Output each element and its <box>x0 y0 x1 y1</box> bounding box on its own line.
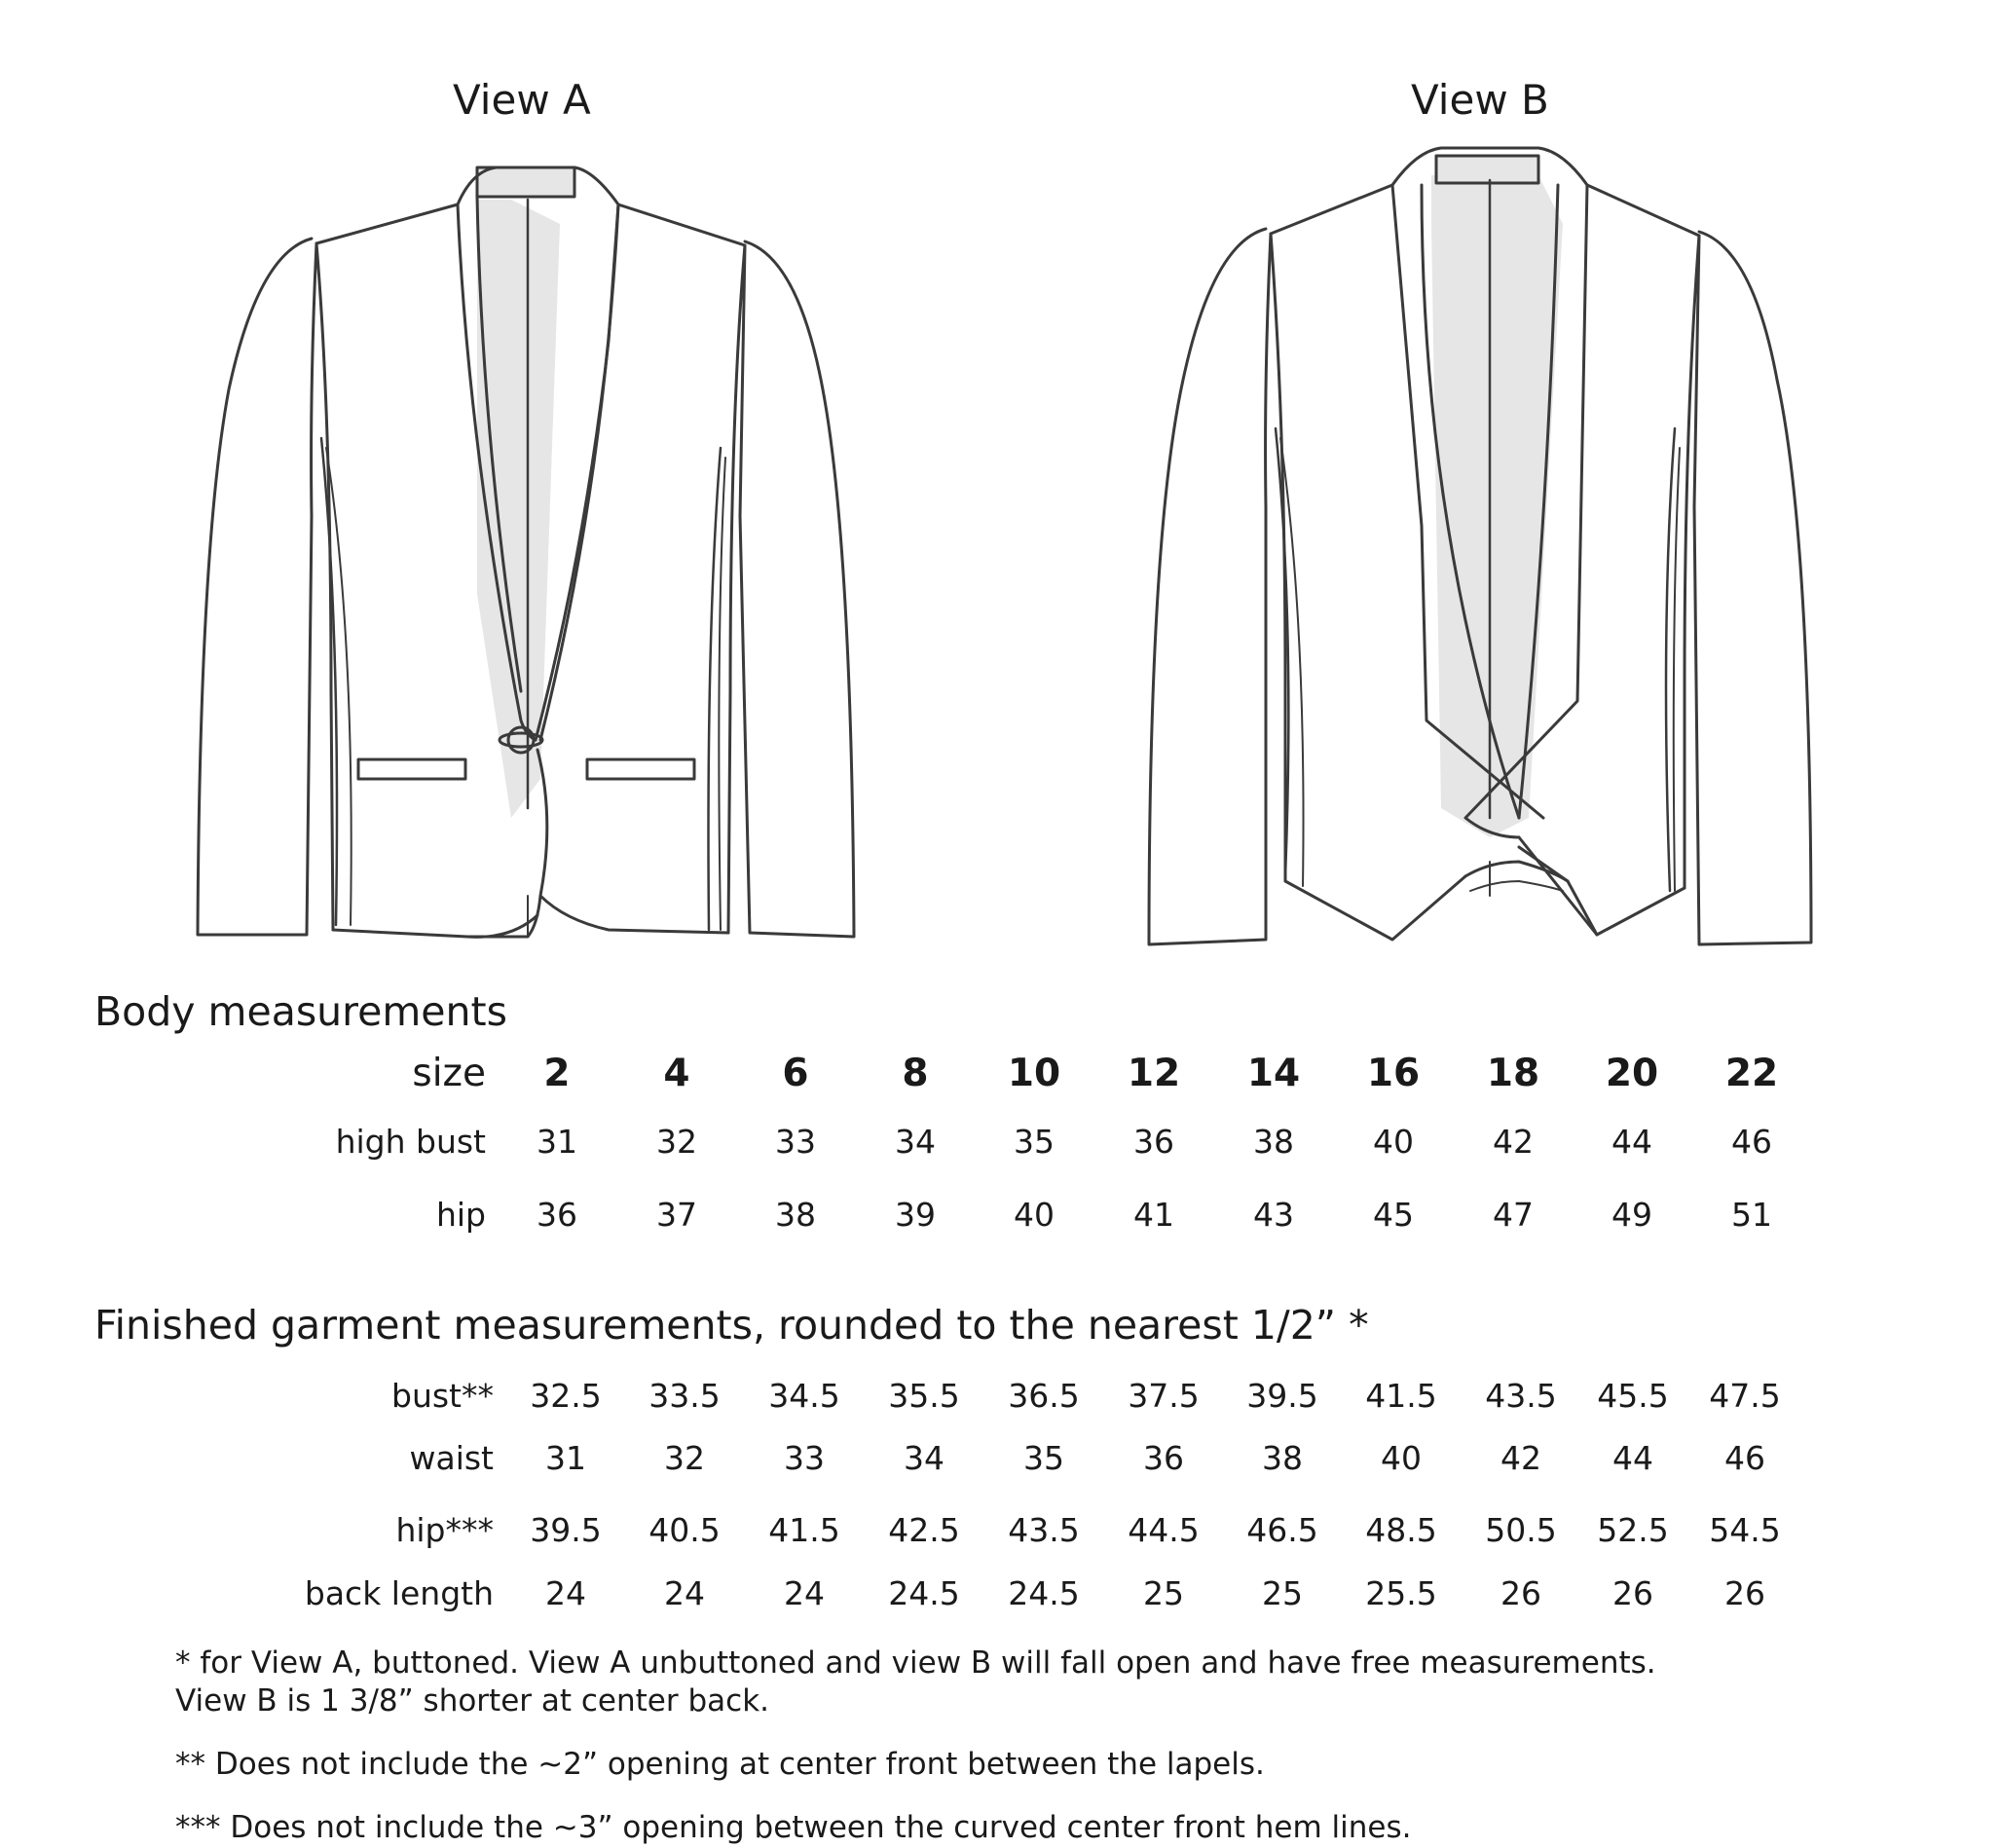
bust-cell: 47.5 <box>1709 1377 1781 1415</box>
bust-cell: 39.5 <box>1246 1377 1318 1415</box>
hip-finished-cell: 50.5 <box>1485 1511 1557 1549</box>
back-length-cell: 24 <box>545 1574 586 1612</box>
bust-cell: 36.5 <box>1008 1377 1080 1415</box>
size-cell: 6 <box>782 1052 809 1095</box>
bust-cell: 32.5 <box>530 1377 602 1415</box>
size-row-label: size <box>412 1052 486 1095</box>
bust-cell: 43.5 <box>1485 1377 1557 1415</box>
back-length-cell: 25 <box>1262 1574 1303 1612</box>
view-b-label: View B <box>1411 76 1549 124</box>
bust-cell: 35.5 <box>888 1377 960 1415</box>
size-cell: 22 <box>1724 1052 1779 1095</box>
hip-cell: 39 <box>895 1196 936 1234</box>
back-length-cell: 24.5 <box>888 1574 960 1612</box>
hip-cell: 41 <box>1133 1196 1174 1234</box>
waist-cell: 32 <box>664 1439 705 1477</box>
hip-cell: 43 <box>1253 1196 1294 1234</box>
bust-cell: 37.5 <box>1128 1377 1200 1415</box>
bust-cell: 34.5 <box>768 1377 840 1415</box>
view-a-label: View A <box>453 76 591 124</box>
finished-measurements-title: Finished garment measurements, rounded to the nearest 1/2” * <box>94 1302 1369 1349</box>
high-bust-cell: 40 <box>1373 1123 1414 1161</box>
waist-cell: 42 <box>1500 1439 1541 1477</box>
bust-row-label: bust** <box>391 1377 494 1415</box>
back-length-cell: 25 <box>1143 1574 1184 1612</box>
hip-finished-cell: 44.5 <box>1128 1511 1200 1549</box>
note-hip-opening: *** Does not include the ~3” opening between the curved center front hem lines. <box>175 1810 1412 1845</box>
note-view-a-line-2: View B is 1 3/8” shorter at center back. <box>175 1683 769 1719</box>
note-view-a-line-1: * for View A, buttoned. View A unbuttoned and view B will fall open and have free measurements. <box>175 1645 1656 1681</box>
hip-finished-cell: 46.5 <box>1246 1511 1318 1549</box>
body-measurements-title: Body measurements <box>94 988 507 1035</box>
back-length-cell: 24 <box>664 1574 705 1612</box>
back-length-cell: 25.5 <box>1365 1574 1437 1612</box>
high-bust-cell: 34 <box>895 1123 936 1161</box>
back-length-cell: 26 <box>1612 1574 1653 1612</box>
high-bust-cell: 38 <box>1253 1123 1294 1161</box>
waist-cell: 46 <box>1724 1439 1765 1477</box>
size-cell: 8 <box>902 1052 929 1095</box>
size-cell: 2 <box>543 1052 571 1095</box>
bust-cell: 45.5 <box>1597 1377 1669 1415</box>
hip-finished-cell: 42.5 <box>888 1511 960 1549</box>
back-length-cell: 26 <box>1500 1574 1541 1612</box>
hip-cell: 38 <box>775 1196 816 1234</box>
high-bust-row-label: high bust <box>335 1123 486 1161</box>
high-bust-cell: 44 <box>1611 1123 1652 1161</box>
size-cell: 20 <box>1605 1052 1659 1095</box>
hip-finished-cell: 43.5 <box>1008 1511 1080 1549</box>
hip-finished-cell: 39.5 <box>530 1511 602 1549</box>
hip-cell: 51 <box>1731 1196 1772 1234</box>
waist-cell: 33 <box>784 1439 825 1477</box>
waist-cell: 44 <box>1612 1439 1653 1477</box>
back-length-cell: 24 <box>784 1574 825 1612</box>
size-cell: 14 <box>1246 1052 1301 1095</box>
hip-cell: 40 <box>1014 1196 1055 1234</box>
hip-finished-cell: 54.5 <box>1709 1511 1781 1549</box>
note-bust-opening: ** Does not include the ~2” opening at center front between the lapels. <box>175 1747 1265 1782</box>
high-bust-cell: 32 <box>656 1123 697 1161</box>
hip-finished-cell: 52.5 <box>1597 1511 1669 1549</box>
size-cell: 12 <box>1127 1052 1181 1095</box>
size-cell: 16 <box>1366 1052 1421 1095</box>
high-bust-cell: 36 <box>1133 1123 1174 1161</box>
high-bust-cell: 35 <box>1014 1123 1055 1161</box>
waist-cell: 40 <box>1381 1439 1422 1477</box>
back-length-row-label: back length <box>304 1574 494 1612</box>
hip-row-label: hip <box>435 1196 486 1234</box>
view-a-jacket-illustration <box>175 146 876 954</box>
hip-finished-cell: 41.5 <box>768 1511 840 1549</box>
high-bust-cell: 33 <box>775 1123 816 1161</box>
waist-row-label: waist <box>409 1439 494 1477</box>
hip-finished-cell: 40.5 <box>648 1511 721 1549</box>
high-bust-cell: 46 <box>1731 1123 1772 1161</box>
hip-finished-row-label: hip*** <box>395 1511 494 1549</box>
waist-cell: 35 <box>1023 1439 1064 1477</box>
waist-cell: 36 <box>1143 1439 1184 1477</box>
waist-cell: 34 <box>904 1439 944 1477</box>
high-bust-cell: 42 <box>1493 1123 1534 1161</box>
waist-cell: 38 <box>1262 1439 1303 1477</box>
back-length-cell: 24.5 <box>1008 1574 1080 1612</box>
high-bust-cell: 31 <box>537 1123 577 1161</box>
hip-cell: 47 <box>1493 1196 1534 1234</box>
waist-cell: 31 <box>545 1439 586 1477</box>
size-cell: 4 <box>663 1052 690 1095</box>
bust-cell: 41.5 <box>1365 1377 1437 1415</box>
hip-cell: 49 <box>1611 1196 1652 1234</box>
hip-cell: 36 <box>537 1196 577 1234</box>
hip-finished-cell: 48.5 <box>1365 1511 1437 1549</box>
size-cell: 18 <box>1486 1052 1540 1095</box>
hip-cell: 45 <box>1373 1196 1414 1234</box>
back-length-cell: 26 <box>1724 1574 1765 1612</box>
view-b-jacket-illustration <box>1130 136 1831 954</box>
hip-cell: 37 <box>656 1196 697 1234</box>
bust-cell: 33.5 <box>648 1377 721 1415</box>
size-cell: 10 <box>1007 1052 1061 1095</box>
